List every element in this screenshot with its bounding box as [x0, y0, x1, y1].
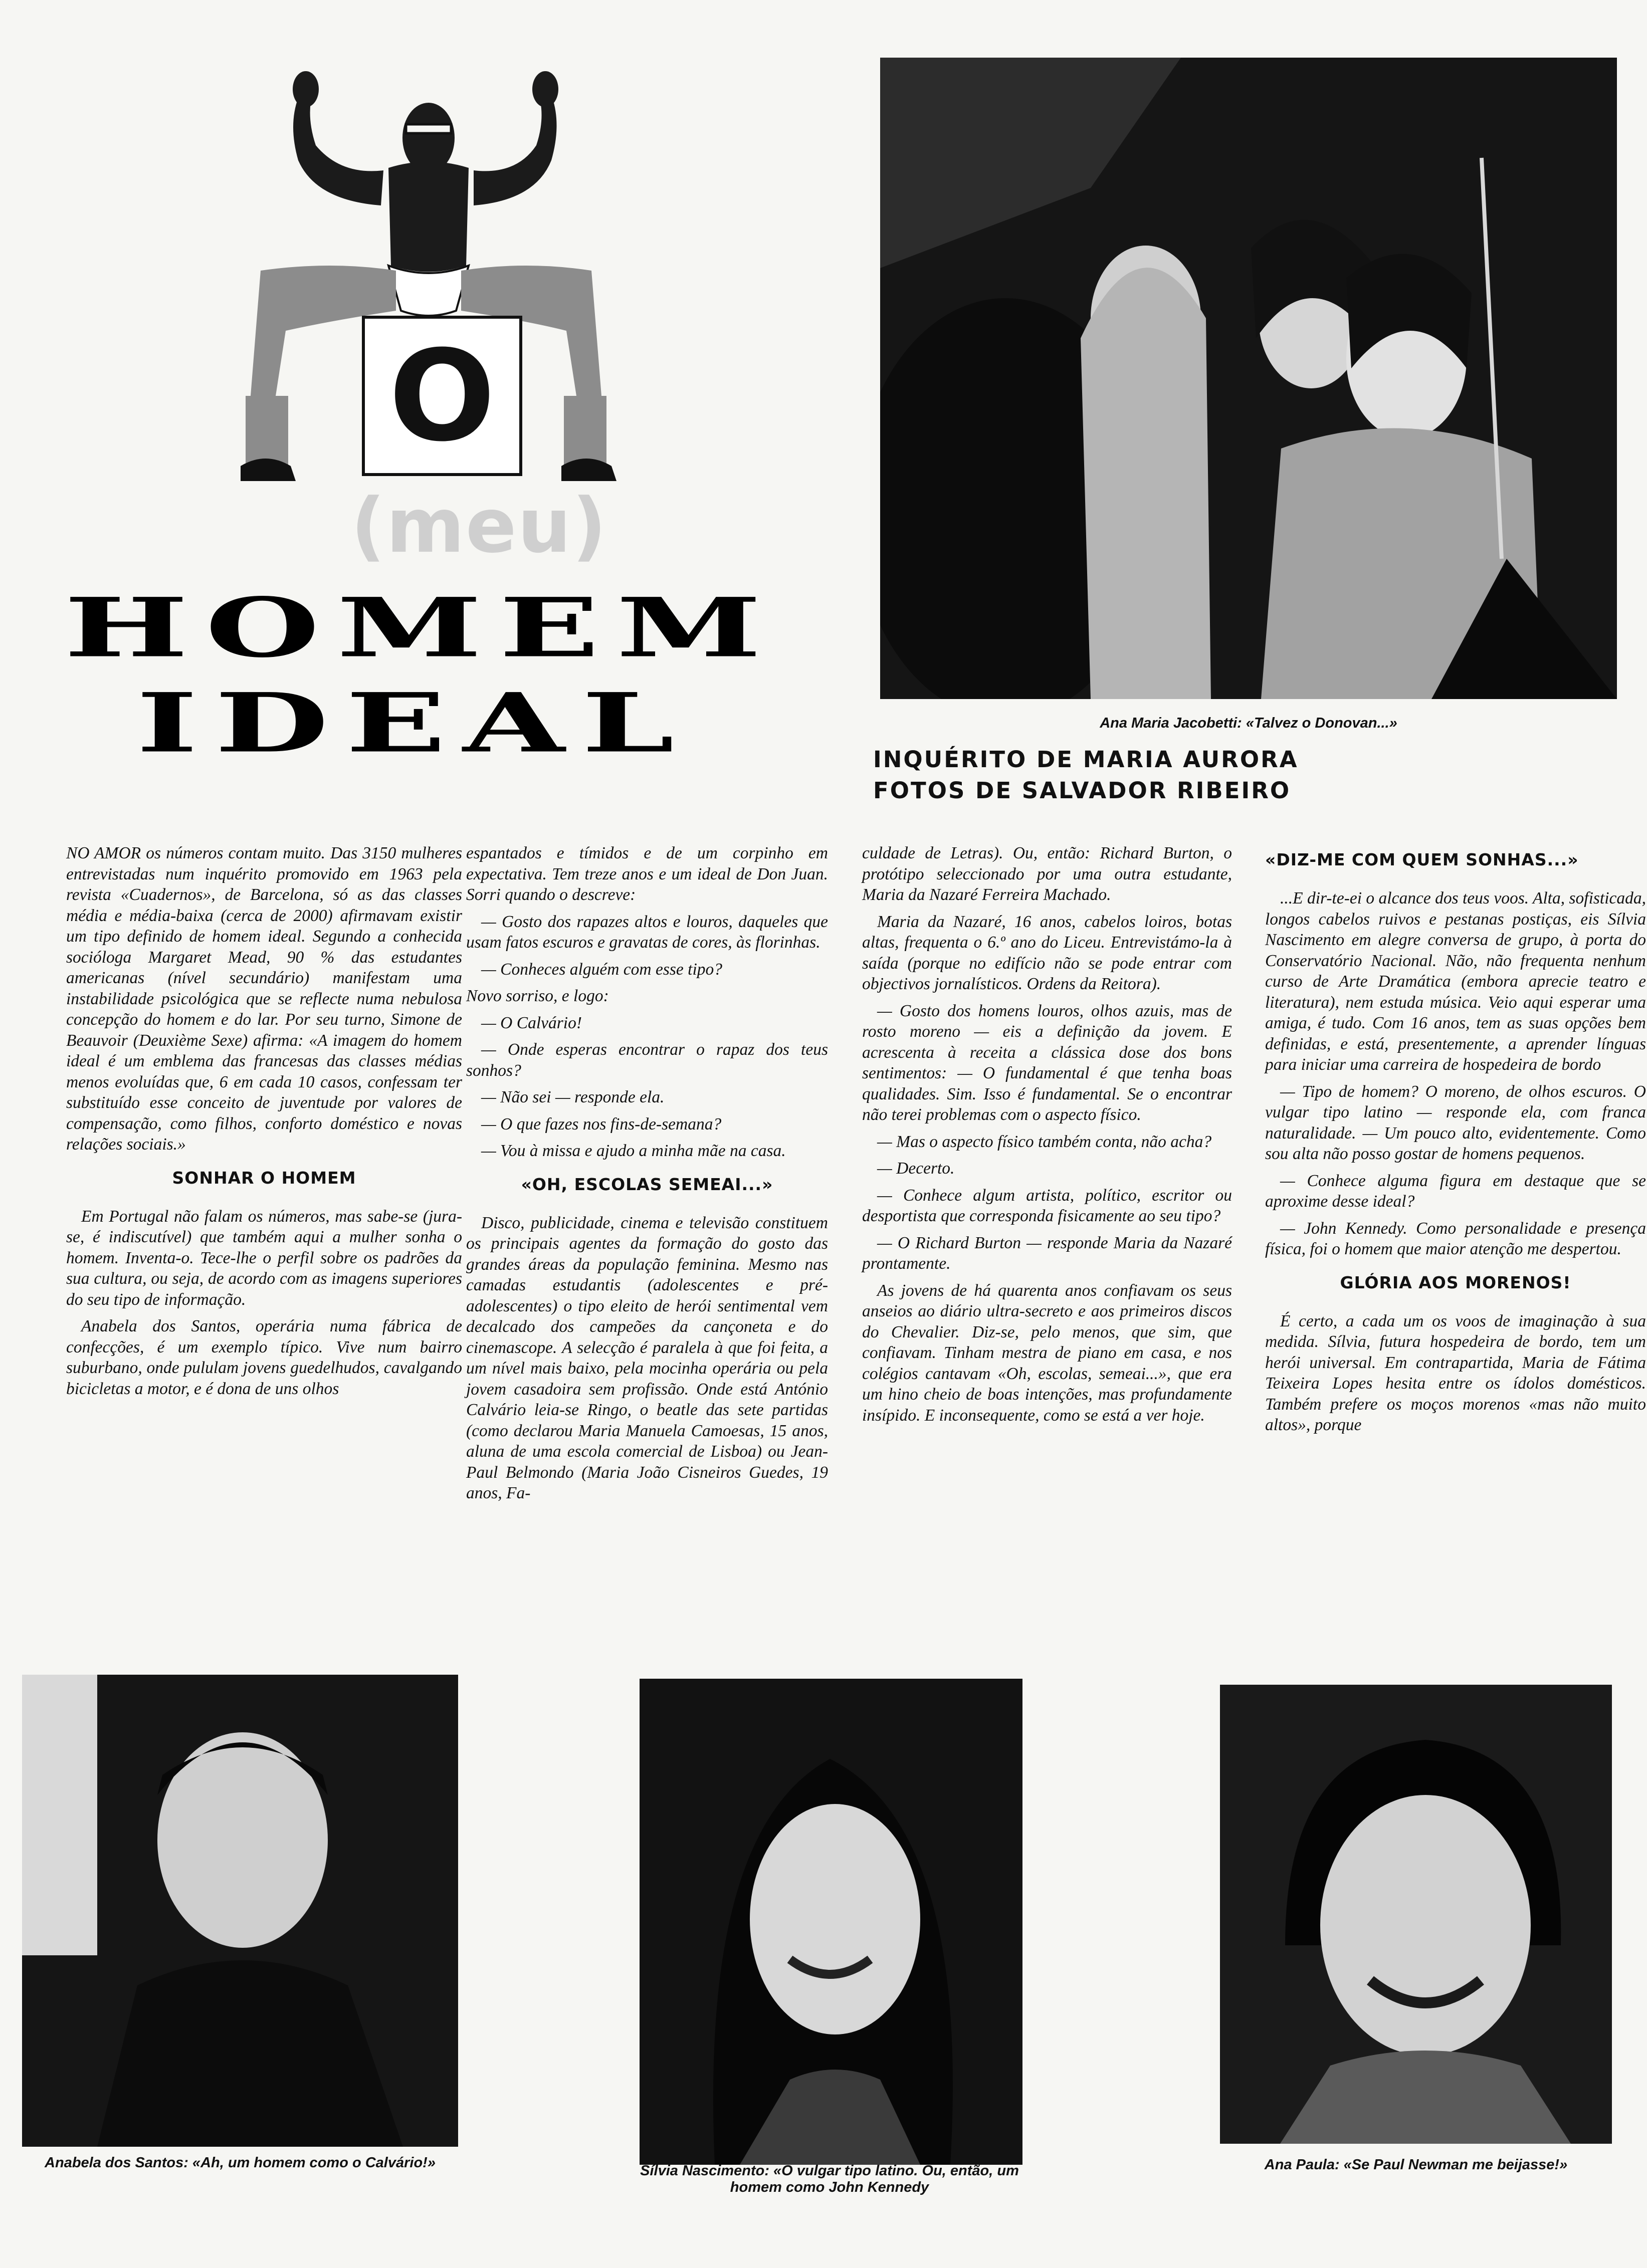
paragraph: culdade de Letras). Ou, então: Richard Burton, o protótipo seleccionado por uma outra estudante, Maria da Nazaré Ferreira Machado. — [862, 844, 1232, 904]
paragraph: Maria da Nazaré, 16 anos, cabelos loiros, botas altas, frequenta o 6.º ano do Liceu. Entrevistámo-la à saída (porque no edifício não se pode entrar com objectivos jornalísticos. Ordens da Reitora). — [862, 912, 1232, 993]
dialogue-line: — Gosto dos rapazes altos e louros, daqueles que usam fatos escuros e gravatas de cores, às florinhas. — [466, 912, 828, 952]
paragraph: NO AMOR os números contam muito. Das 3150 mulheres entrevistadas num inquérito promovido em 1963 pela revista «Cuadernos», de Barcelona, só as das classes média e média-baixa (cerca de 2000) afirmavam existir um tipo definido de homem ideal. Segundo a conhecida socióloga Margaret Mead, 90 % das estudantes americanas (nível secundário) manifestam uma instabilidade psicológica que se reflecte numa nebulosa concepção do homem e do lar. Por seu turno, Simone de Beauvoir (Deuxième Sexe) afirma: «A imagem do homem ideal é um emblema das francesas das classes médias menos evoluídas que, 6 em cada 10 casos, confessam ter substituído esse conceito de juventude por valores de compensação, como filhos, conforto doméstico e novas relações sociais.» — [66, 844, 462, 1154]
dialogue-line: — Conhece algum artista, político, escritor ou desportista que corresponda fisicamente ao seu tipo? — [862, 1186, 1232, 1225]
dialogue-line: — O Calvário! — [481, 1013, 582, 1032]
dialogue-line: — Decerto. — [877, 1159, 955, 1178]
portrait-caption-silvia: Sílvia Nascimento: «O vulgar tipo latino. Ou, então, um homem como John Kennedy — [640, 2163, 1019, 2195]
paragraph: Disco, publicidade, cinema e televisão constituem os principais agentes da formação do gosto das grandes áreas da população feminina. Mesmo nas camadas estudantis (adolescentes e pré-adolescentes) o tipo eleito de herói sentimental vem decalcado dos campeões da cançoneta e do cinemascope. A selecção é paralela à que foi feita, a um nível mais baixo, pela mocinha operária ou pela jovem casadoira sem profissão. Onde está António Calvário leia-se Ringo, o beatle das sete partidas (como declarou Maria Manuela Camoesas, 15 anos, aluna de uma escola comercial de Lisboa) ou Jean-Paul Belmondo (Maria João Cisneiros Guedes, 19 anos, Fa- — [466, 1213, 828, 1502]
portrait-caption-ana-paula: Ana Paula: «Se Paul Newman me beijasse!» — [1264, 2157, 1568, 2173]
portrait-photo-silvia — [640, 1679, 1022, 2165]
subheading-diz-me: «DIZ-ME COM QUEM SONHAS...» — [1265, 850, 1579, 869]
dialogue-line: — Não sei — responde ela. — [481, 1088, 665, 1106]
title-ideal: IDEAL — [136, 675, 691, 771]
subheading-gloria: GLÓRIA AOS MORENOS! — [1340, 1272, 1571, 1292]
dialogue-line: — O que fazes nos fins-de-semana? — [481, 1114, 722, 1133]
article-column-1 — [66, 843, 462, 1405]
article-column-4 — [1265, 850, 1646, 1442]
title-o-box — [362, 316, 522, 476]
main-photo-caption: Ana Maria Jacobetti: «Talvez o Donovan...» — [1100, 715, 1397, 731]
article-credits — [873, 744, 1324, 806]
article-column-2 — [466, 843, 828, 1510]
dialogue-line: — Onde esperas encontrar o rapaz dos teus sonhos? — [466, 1040, 828, 1080]
portrait-photo-anabela — [22, 1675, 458, 2147]
paragraph: ...E dir-te-ei o alcance dos teus voos. Alta, sofisticada, longos cabelos ruivos e pestanas postiças, eis Sílvia Nascimento em alegre conversa de grupo, à porta do Conservatório Nacional. Não, não frequenta nenhum curso de Arte Dramática (embora aprecie teatro e literatura), nem estuda música. Veio aqui esperar uma amiga, é tudo. Com 16 anos, tem as suas opções bem definidas, e está, presentemente, a aprender línguas para iniciar uma carreira de hospedeira de bordo — [1265, 889, 1646, 1074]
dialogue-line: Novo sorriso, e logo: — [466, 987, 609, 1005]
paragraph: As jovens de há quarenta anos confiavam os seus anseios ao diário ultra-secreto e aos primeiros discos do Chevalier. Diz-se, pelo menos, que sim, que confiavam. Tinham mestra de piano em casa, e nos colégios cantavam «Oh, escolas, semeai...», que era um hino cheio de boas intenções, mas profundamente insípido. E inconsequente, como se está a ver hoje. — [862, 1281, 1232, 1425]
dialogue-line: — O Richard Burton — responde Maria da Nazaré prontamente. — [862, 1233, 1232, 1273]
subheading-escolas: «OH, ESCOLAS SEMEAI...» — [521, 1174, 773, 1194]
title-meu: (meu) — [351, 483, 607, 570]
article-column-3 — [862, 843, 1232, 1432]
portrait-photo-ana-paula — [1220, 1685, 1612, 2144]
dialogue-line: — John Kennedy. Como personalidade e presença física, foi o homem que maior atenção me despertou. — [1265, 1219, 1646, 1258]
paragraph: Em Portugal não falam os números, mas sabe-se (jura-se, é indiscutível) que também aqui a mulher sonha o homem. Inventa-o. Tece-lhe o perfil sobre os padrões da sua cultura, ou seja, de acordo com as imagens superiores do seu tipo de informação. — [66, 1207, 462, 1309]
credits-photos: FOTOS DE SALVADOR RIBEIRO — [873, 777, 1291, 804]
dialogue-line: — Mas o aspecto físico também conta, não acha? — [877, 1132, 1212, 1151]
portrait-caption-anabela: Anabela dos Santos: «Ah, um homem como o Calvário!» — [45, 2155, 436, 2171]
main-photo — [880, 58, 1617, 699]
dialogue-line: — Vou à missa e ajudo a minha mãe na casa. — [481, 1142, 786, 1160]
dialogue-line: — Conheces alguém com esse tipo? — [481, 960, 723, 979]
paragraph: Anabela dos Santos, operária numa fábrica de confecções, é um exemplo típico. Vive num bairro suburbano, onde pululam jovens guedelhudos, cavalgando bicicletas a motor, e é dona de uns olhos — [66, 1317, 462, 1398]
paragraph: espantados e tímidos e de um corpinho em expectativa. Tem treze anos e um ideal de Don Juan. Sorri quando o descreve: — [466, 844, 828, 904]
subheading-sonhar: SONHAR O HOMEM — [172, 1168, 356, 1188]
dialogue-line: — Tipo de homem? O moreno, de olhos escuros. O vulgar tipo latino — responde ela, com franca naturalidade. — Um pouco alto, evidentemente. Como sou alta não posso gostar de homens pequenos. — [1265, 1082, 1646, 1163]
dialogue-line: — Conhece alguma figura em destaque que se aproxime desse ideal? — [1265, 1171, 1646, 1211]
paragraph: É certo, a cada um os voos de imaginação à sua medida. Sílvia, futura hospedeira de bordo, tem um herói universal. Em contrapartida, Maria de Fátima Teixeira Lopes hesita entre os ídolos domésticos. Também prefere os moços morenos «mas não muito altos», porque — [1265, 1311, 1646, 1434]
title-o: O — [388, 323, 496, 469]
credits-interview: INQUÉRITO DE MARIA AURORA — [873, 746, 1299, 773]
title-homem: HOMEM — [64, 580, 779, 675]
dialogue-line: — Gosto dos homens louros, olhos azuis, mas de rosto moreno — eis a definição da jovem. E acrescenta à receita a clássica dose dos bons sentimentos: — O fundamental é que tenha boas qualidades. Sim. Isso é fundamental. Se o encontrar não terei problemas com o aspecto físico. — [862, 1001, 1232, 1124]
